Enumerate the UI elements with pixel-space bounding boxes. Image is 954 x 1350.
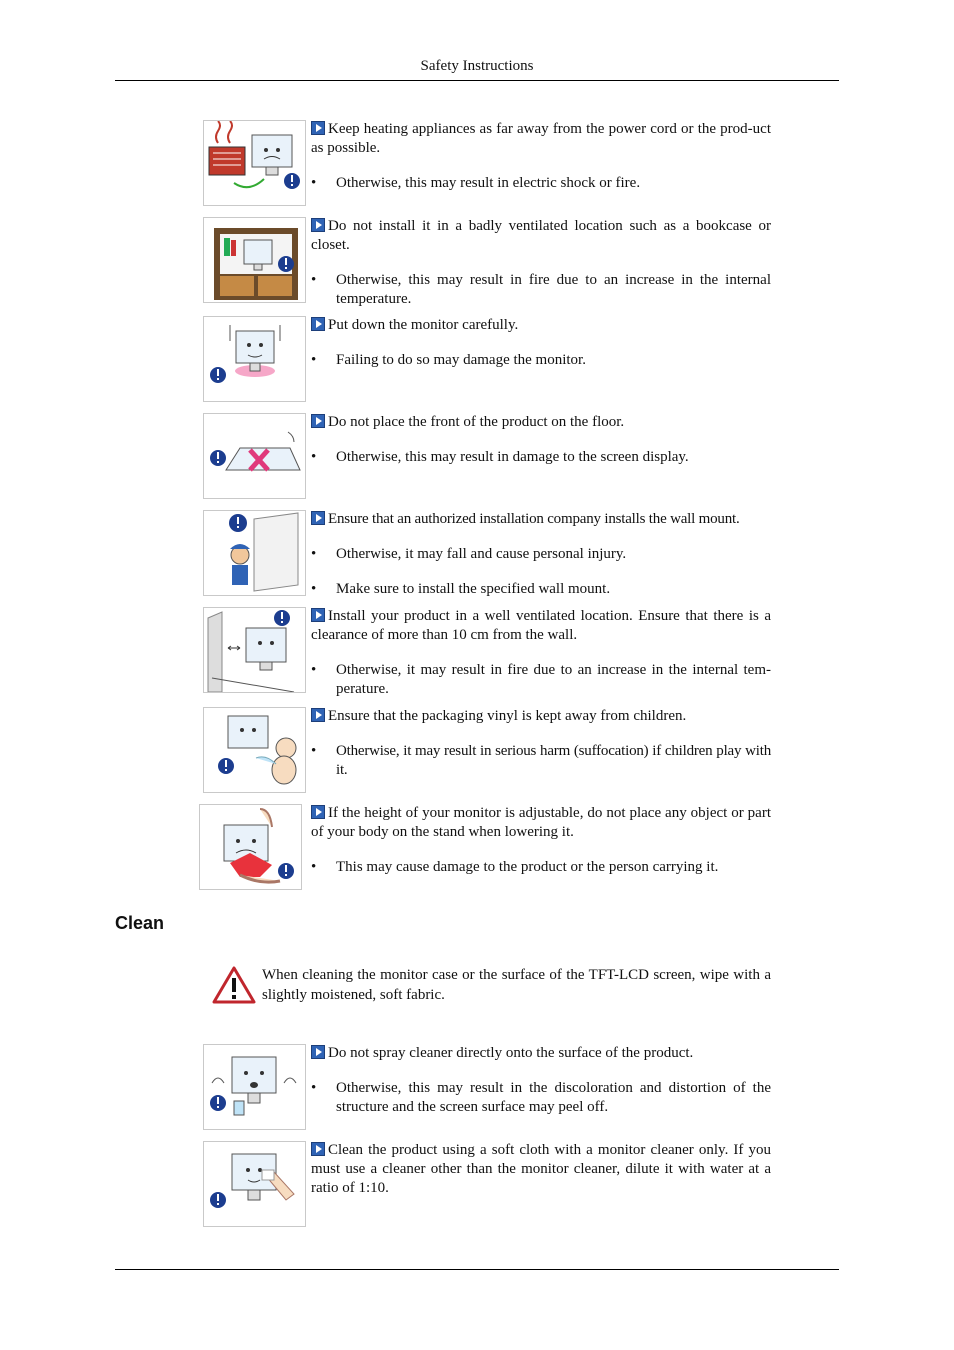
header-rule <box>115 80 839 81</box>
page-header-title: Safety Instructions <box>420 58 534 74</box>
instruction-text: Install your product in a well ventilated location. Ensure that there is a clearance of more than 10 cm from the wall. <box>311 608 771 643</box>
careful-putdown-icon <box>203 316 306 402</box>
stand-hand-icon <box>199 804 302 890</box>
instruction-text: Clean the product using a soft cloth with a monitor cleaner only. If you must use a cleaner other than the monitor cleaner, dilute it with water at a ratio of 1:10. <box>311 1142 771 1196</box>
bullet-item: • Otherwise, it may result in serious harm (suffocation) if children play with it. <box>311 742 771 780</box>
face-down-icon <box>203 413 306 499</box>
warning-triangle-icon <box>212 965 256 1005</box>
instruction-text: Ensure that the packaging vinyl is kept away from children. <box>311 707 771 726</box>
bullet-item: • Make sure to install the specified wall mount. <box>311 580 771 599</box>
play-arrow-icon <box>311 708 325 722</box>
cloth-icon <box>203 1141 306 1227</box>
instruction-text: Put down the monitor carefully. <box>311 316 771 335</box>
heater-icon <box>203 120 306 206</box>
bullet-item: • Failing to do so may damage the monitor. <box>311 351 771 370</box>
instruction-text: Do not place the front of the product on the floor. <box>311 413 771 432</box>
play-arrow-icon <box>311 121 325 135</box>
bullet-item: • Otherwise, this may result in the discoloration and distortion of the structure and the screen surface may peel off. <box>311 1079 771 1117</box>
bullet-item: • Otherwise, this may result in fire due to an increase in the internal temperature. <box>311 271 771 309</box>
ventilation-icon <box>203 607 306 693</box>
wall-mount-icon <box>203 510 306 596</box>
instruction-text: Ensure that an authorized installation company installs the wall mount. <box>311 510 771 529</box>
bullet-item: • Otherwise, this may result in electric shock or fire. <box>311 174 771 193</box>
bookcase-icon <box>203 217 306 303</box>
play-arrow-icon <box>311 414 325 428</box>
play-arrow-icon <box>311 1142 325 1156</box>
bullet-item: • Otherwise, it may result in fire due to an increase in the internal tem-perature. <box>311 661 771 699</box>
play-arrow-icon <box>311 317 325 331</box>
instruction-text: Do not install it in a badly ventilated location such as a bookcase or closet. <box>311 218 771 253</box>
bullet-item: • Otherwise, this may result in damage to the screen display. <box>311 448 771 467</box>
footer-rule <box>115 1269 839 1270</box>
instruction-text: Do not spray cleaner directly onto the surface of the product. <box>311 1044 771 1063</box>
baby-vinyl-icon <box>203 707 306 793</box>
play-arrow-icon <box>311 608 325 622</box>
bullet-item: • This may cause damage to the product or the person carrying it. <box>311 858 771 877</box>
bullet-item: • Otherwise, it may fall and cause personal injury. <box>311 545 771 564</box>
spray-icon <box>203 1044 306 1130</box>
play-arrow-icon <box>311 511 325 525</box>
play-arrow-icon <box>311 1045 325 1059</box>
section-heading-clean: Clean <box>115 913 165 933</box>
instruction-text: If the height of your monitor is adjustable, do not place any object or part of your body on the stand when lowering it. <box>311 805 771 840</box>
caution-text: When cleaning the monitor case or the surface of the TFT-LCD screen, wipe with a slightly moistened, soft fabric. <box>262 967 771 1003</box>
play-arrow-icon <box>311 805 325 819</box>
instruction-text: Keep heating appliances as far away from the power cord or the prod-uct as possible. <box>311 121 771 156</box>
play-arrow-icon <box>311 218 325 232</box>
